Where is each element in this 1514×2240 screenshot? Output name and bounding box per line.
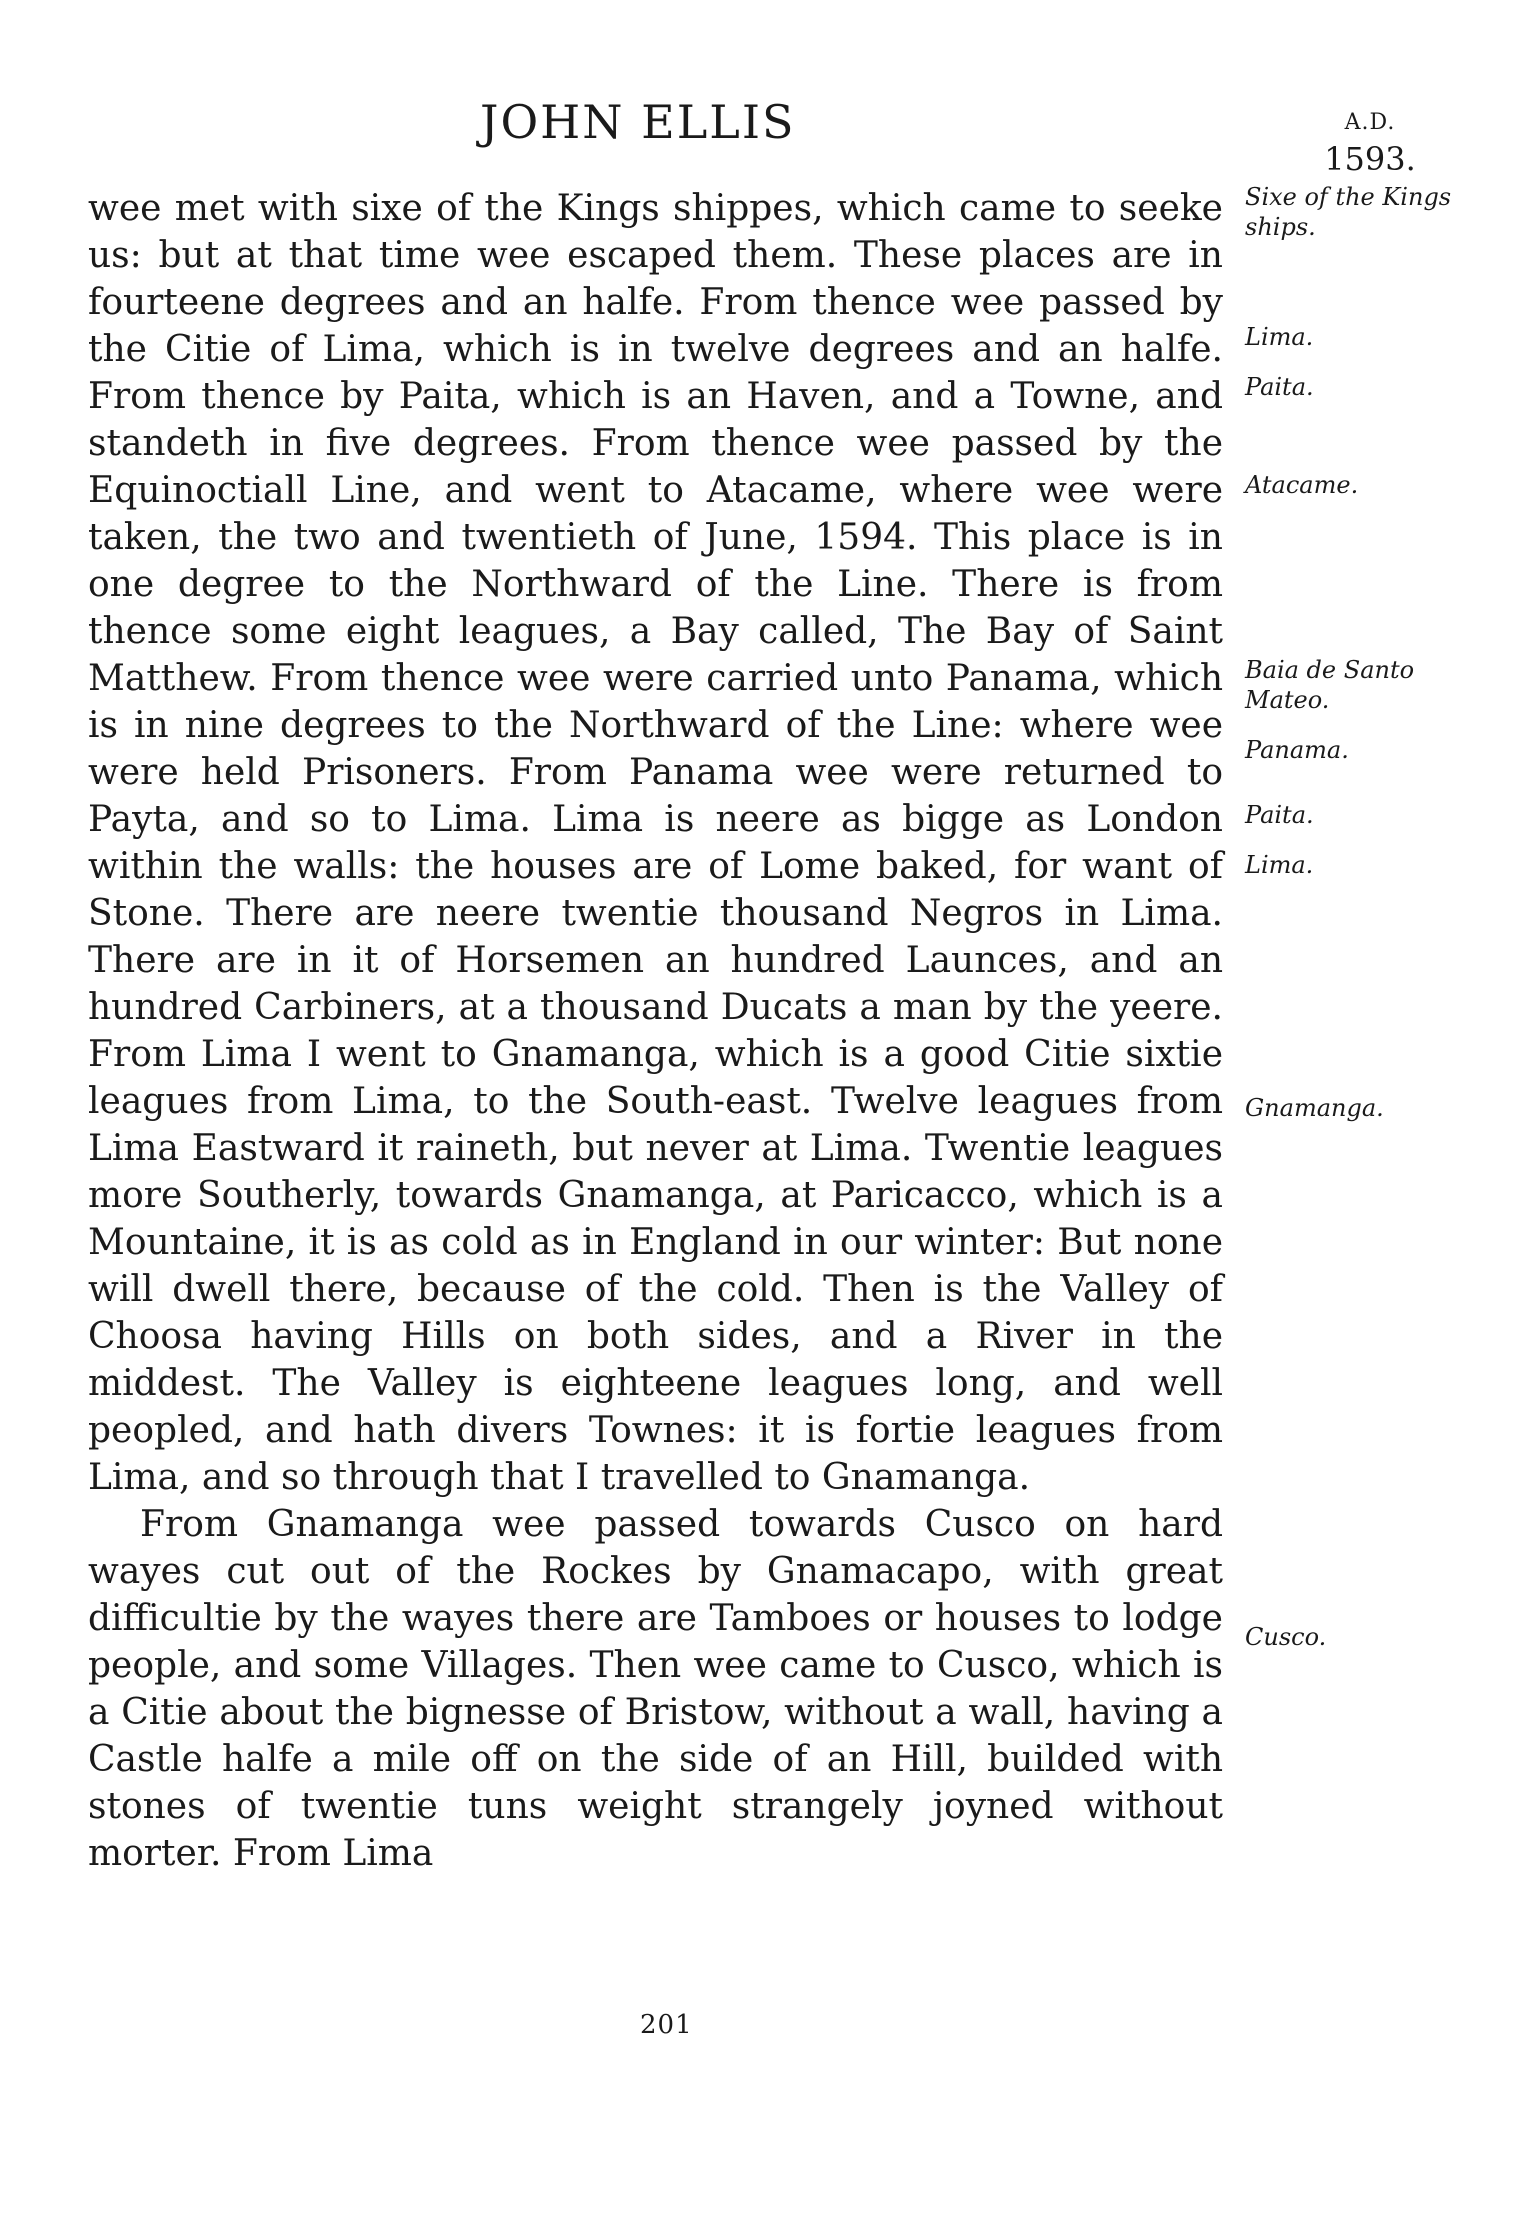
year-label: 1593.	[1324, 140, 1416, 178]
sidenote-baia-de-santo-mateo: Baia de Santo Mateo.	[1245, 656, 1415, 714]
sidenote-panama: Panama.	[1245, 736, 1349, 764]
sidenote-gnamanga: Gnamanga.	[1245, 1094, 1384, 1122]
sidenote-cusco: Cusco.	[1245, 1623, 1327, 1651]
sidenote-lima-2: Lima.	[1245, 851, 1314, 879]
paragraph-1: wee met with sixe of the Kings shippes, which came to seeke us: but at that time wee escaped them. These places are in fourteene degrees and an halfe. From thence wee passed by the Citie of Lima, which is in twelve degrees and an halfe. From thence by Paita, which is an Haven, and a Towne, and standeth in five degrees. From thence wee passed by the Equinoctiall Line, and went to Atacame, where wee were taken, the two and twentieth of June, 1594. This place is in one degree to the Northward of the Line. There is from thence some eight leagues, a Bay called, The Bay of Saint Matthew. From thence wee were carried unto Panama, which is in nine degrees to the Northward of the Line: where wee were held Prisoners. From Panama wee were returned to Payta, and so to Lima. Lima is neere as bigge as London within the walls: the houses are of Lome baked, for want of Stone. There are neere twentie thousand Negros in Lima. There are in it of Horsemen an hundred Launces, and an hundred Carbiners, at a thousand Ducats a man by the yeere. From Lima I went to Gnamanga, which is a good Citie sixtie leagues from Lima, to the South-east. Twelve leagues from Lima Eastward it raineth, but never at Lima. Twentie leagues more Southerly, towards Gnamanga, at Paricacco, which is a Mountaine, it is as cold as in England in our winter: But none will dwell there, because of the cold. Then is the Valley of Choosa having Hills on both sides, and a River in the middest. The Valley is eighteene leagues long, and well peopled, and hath divers Townes: it is fortie leagues from Lima, and so through that I travelled to Gnamanga.	[88, 188, 1223, 1498]
sidenote-kings-ships: Sixe of the Kings ships.	[1245, 183, 1452, 241]
sidenote-paita-2: Paita.	[1245, 801, 1314, 829]
sidenote-atacame: Atacame.	[1245, 471, 1359, 499]
running-title: JOHN ELLIS	[480, 95, 796, 149]
date-block	[1310, 108, 1430, 180]
paragraph-2: From Gnamanga wee passed towards Cusco on hard wayes cut out of the Rockes by Gnamacapo, with great difficultie by the wayes there are Tamboes or houses to lodge people, and some Villages. Then wee came to Cusco, which is a Citie about the bignesse of Bristow, without a wall, having a Castle halfe a mile off on the side of an Hill, builded with stones of twentie tuns weight strangely joyned without morter. From Lima	[88, 1504, 1223, 1874]
page-number: 201	[640, 2010, 693, 2040]
era-label: A.D.	[1344, 110, 1396, 135]
sidenote-lima: Lima.	[1245, 323, 1314, 351]
body-text	[88, 185, 1223, 1877]
sidenote-paita: Paita.	[1245, 373, 1314, 401]
